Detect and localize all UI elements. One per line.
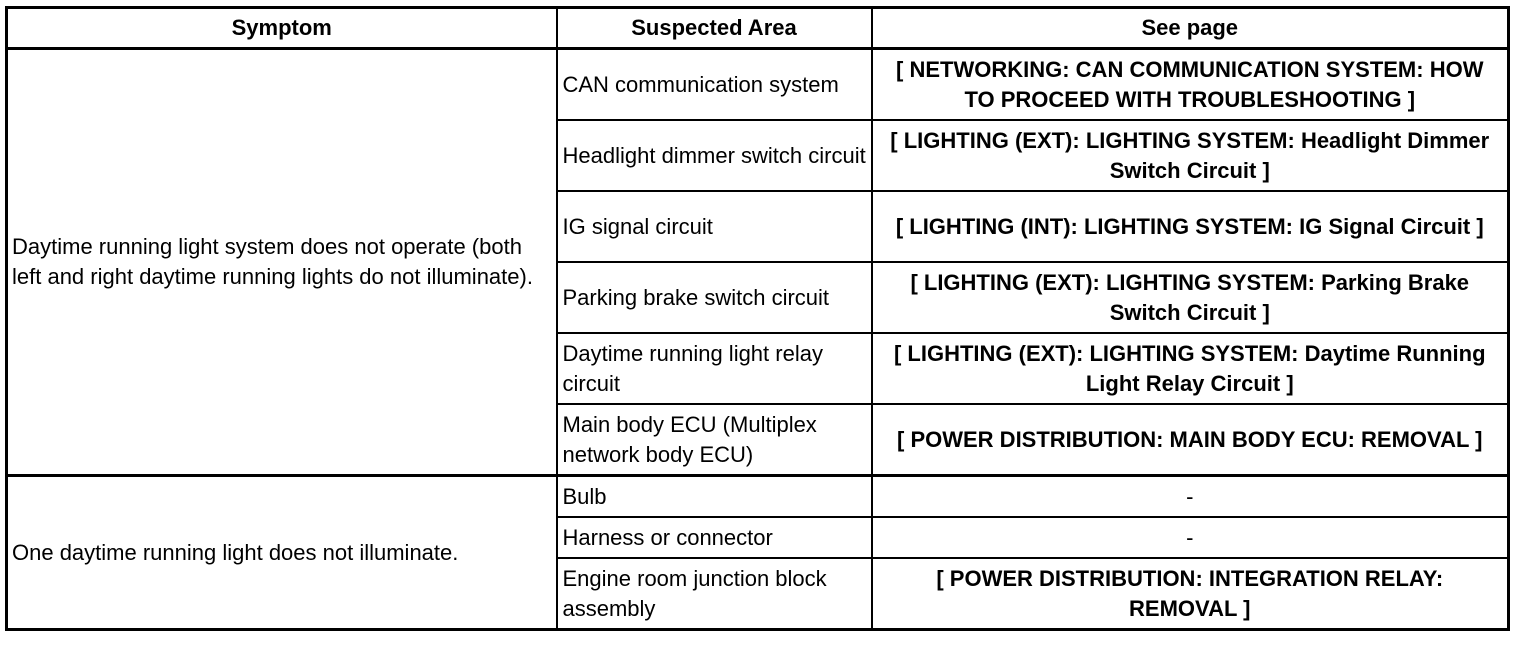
suspected-area-cell: IG signal circuit [557, 191, 872, 262]
suspected-area-cell: Harness or connector [557, 517, 872, 558]
header-symptom: Symptom [7, 8, 557, 49]
suspected-area-cell: Parking brake switch circuit [557, 262, 872, 333]
suspected-area-cell: Bulb [557, 476, 872, 518]
suspected-area-cell: Daytime running light relay circuit [557, 333, 872, 404]
see-page-link[interactable]: [ LIGHTING (EXT): LIGHTING SYSTEM: Parking Brake Switch Circuit ] [872, 262, 1509, 333]
table-row [7, 476, 1509, 518]
suspected-area-cell: CAN communication system [557, 49, 872, 121]
troubleshooting-table [5, 6, 1510, 631]
suspected-area-cell: Main body ECU (Multiplex network body ECU) [557, 404, 872, 476]
suspected-area-cell: Engine room junction block assembly [557, 558, 872, 630]
see-page-link[interactable]: [ POWER DISTRIBUTION: INTEGRATION RELAY: REMOVAL ] [872, 558, 1509, 630]
header-suspected-area: Suspected Area [557, 8, 872, 49]
see-page-cell: - [872, 517, 1509, 558]
symptom-cell: One daytime running light does not illuminate. [7, 476, 557, 630]
see-page-link[interactable]: [ POWER DISTRIBUTION: MAIN BODY ECU: REMOVAL ] [872, 404, 1509, 476]
header-see-page: See page [872, 8, 1509, 49]
header-row [7, 8, 1509, 49]
symptom-cell: Daytime running light system does not operate (both left and right daytime running lights do not illuminate). [7, 49, 557, 476]
see-page-link[interactable]: [ LIGHTING (EXT): LIGHTING SYSTEM: Daytime Running Light Relay Circuit ] [872, 333, 1509, 404]
suspected-area-cell: Headlight dimmer switch circuit [557, 120, 872, 191]
see-page-link[interactable]: [ NETWORKING: CAN COMMUNICATION SYSTEM: HOW TO PROCEED WITH TROUBLESHOOTING ] [872, 49, 1509, 121]
see-page-cell: - [872, 476, 1509, 518]
see-page-link[interactable]: [ LIGHTING (INT): LIGHTING SYSTEM: IG Signal Circuit ] [872, 191, 1509, 262]
see-page-link[interactable]: [ LIGHTING (EXT): LIGHTING SYSTEM: Headlight Dimmer Switch Circuit ] [872, 120, 1509, 191]
table-row [7, 49, 1509, 121]
